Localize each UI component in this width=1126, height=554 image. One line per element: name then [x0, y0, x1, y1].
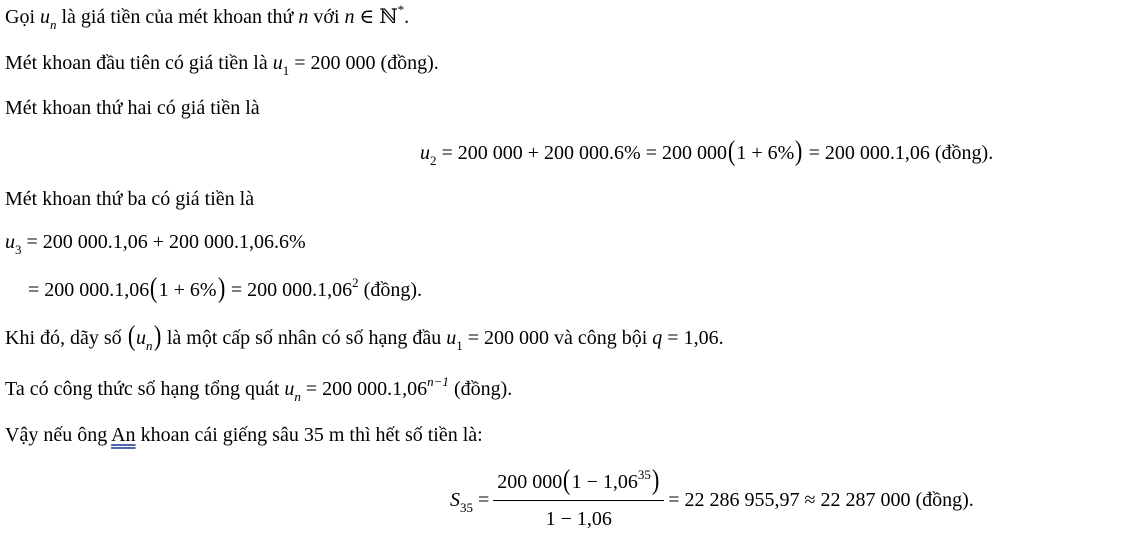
formula-u2: $u_2 = 200$ 000 + 200 000.6% = 200 000(1 + 6%) = 200 000.1,06 — [420, 136, 930, 168]
line10-text-b: khoan cái giếng sâu 35 m thì hết số tiền là: — [140, 424, 483, 446]
text-line-1 — [5, 2, 410, 32]
fraction-s35 — [493, 466, 664, 533]
text-line-8 — [5, 321, 724, 353]
text-line-5 — [5, 187, 254, 211]
line5-text: Mét khoan thứ ba có giá tiền là — [5, 188, 255, 210]
formula-line-u3 — [5, 230, 306, 257]
formula-s35-result: = 22 286 955,97 ≈ 22 287 000 (đồng). — [668, 488, 974, 511]
word-goi: Gọi — [5, 6, 35, 28]
formula-s35-lhs: $S_{35}$ = — [450, 488, 490, 515]
unit-dong: (đồng). — [934, 142, 994, 164]
line8-text-c: và công bội — [553, 327, 648, 349]
formula-u3: $u_3 = 200$ 000.1,06 + 200 000.1,06.6% — [5, 231, 306, 257]
formula-u1-first-term: $u_1 = 200$ 000 — [446, 327, 549, 353]
text-line-9 — [5, 374, 513, 404]
line10-text-a: Vậy nếu ông — [5, 424, 108, 446]
line8-text-a: Khi đó, dãy số — [5, 327, 122, 349]
formula-u1: $u_1 = 200$ 000 — [272, 52, 376, 78]
formula-ratio-q: q = 1,06. — [652, 327, 724, 349]
unit-dong: (đồng). — [363, 279, 422, 301]
line2-text: Mét khoan đầu tiên có giá tiền là — [5, 52, 268, 74]
fraction-denominator: 1 − 1,06 — [545, 508, 612, 530]
var-u-n: $u_n$ — [40, 6, 57, 32]
text-line-10 — [5, 423, 483, 447]
set-membership: n ∈ ℕ*. — [344, 2, 410, 28]
fraction-numerator: 200 $000(1 - 1,06^{35})$ — [493, 466, 664, 501]
unit-dong: (đồng). — [453, 378, 513, 400]
line3-text: Mét khoan thứ hai có giá tiền là — [5, 97, 260, 119]
formula-line-u3-cont — [28, 273, 422, 304]
unit-dong: (đồng). — [380, 52, 439, 74]
formula-line-u2 — [420, 136, 994, 168]
formula-line-s35 — [450, 466, 974, 533]
name-an-spellcheck[interactable]: An — [111, 424, 136, 446]
text-line-3 — [5, 96, 260, 120]
text-line-2 — [5, 51, 439, 78]
line8-text-b: là một cấp số nhân có số hạng đầu — [166, 327, 442, 349]
word-voi: với — [313, 6, 340, 28]
var-n: n — [298, 6, 309, 28]
line9-text: Ta có công thức số hạng tổng quát — [5, 378, 280, 400]
formula-general-term: $u_n = 200$ $000.1,06^{n-1}$ — [284, 374, 449, 404]
line1-text: là giá tiền của mét khoan thứ — [61, 6, 294, 28]
sequence-un: $(u_n)$ — [127, 321, 161, 353]
formula-u3-continued: = 200 000.1,06(1 + 6%) = 200 000.1,06$^2$ — [28, 273, 359, 304]
